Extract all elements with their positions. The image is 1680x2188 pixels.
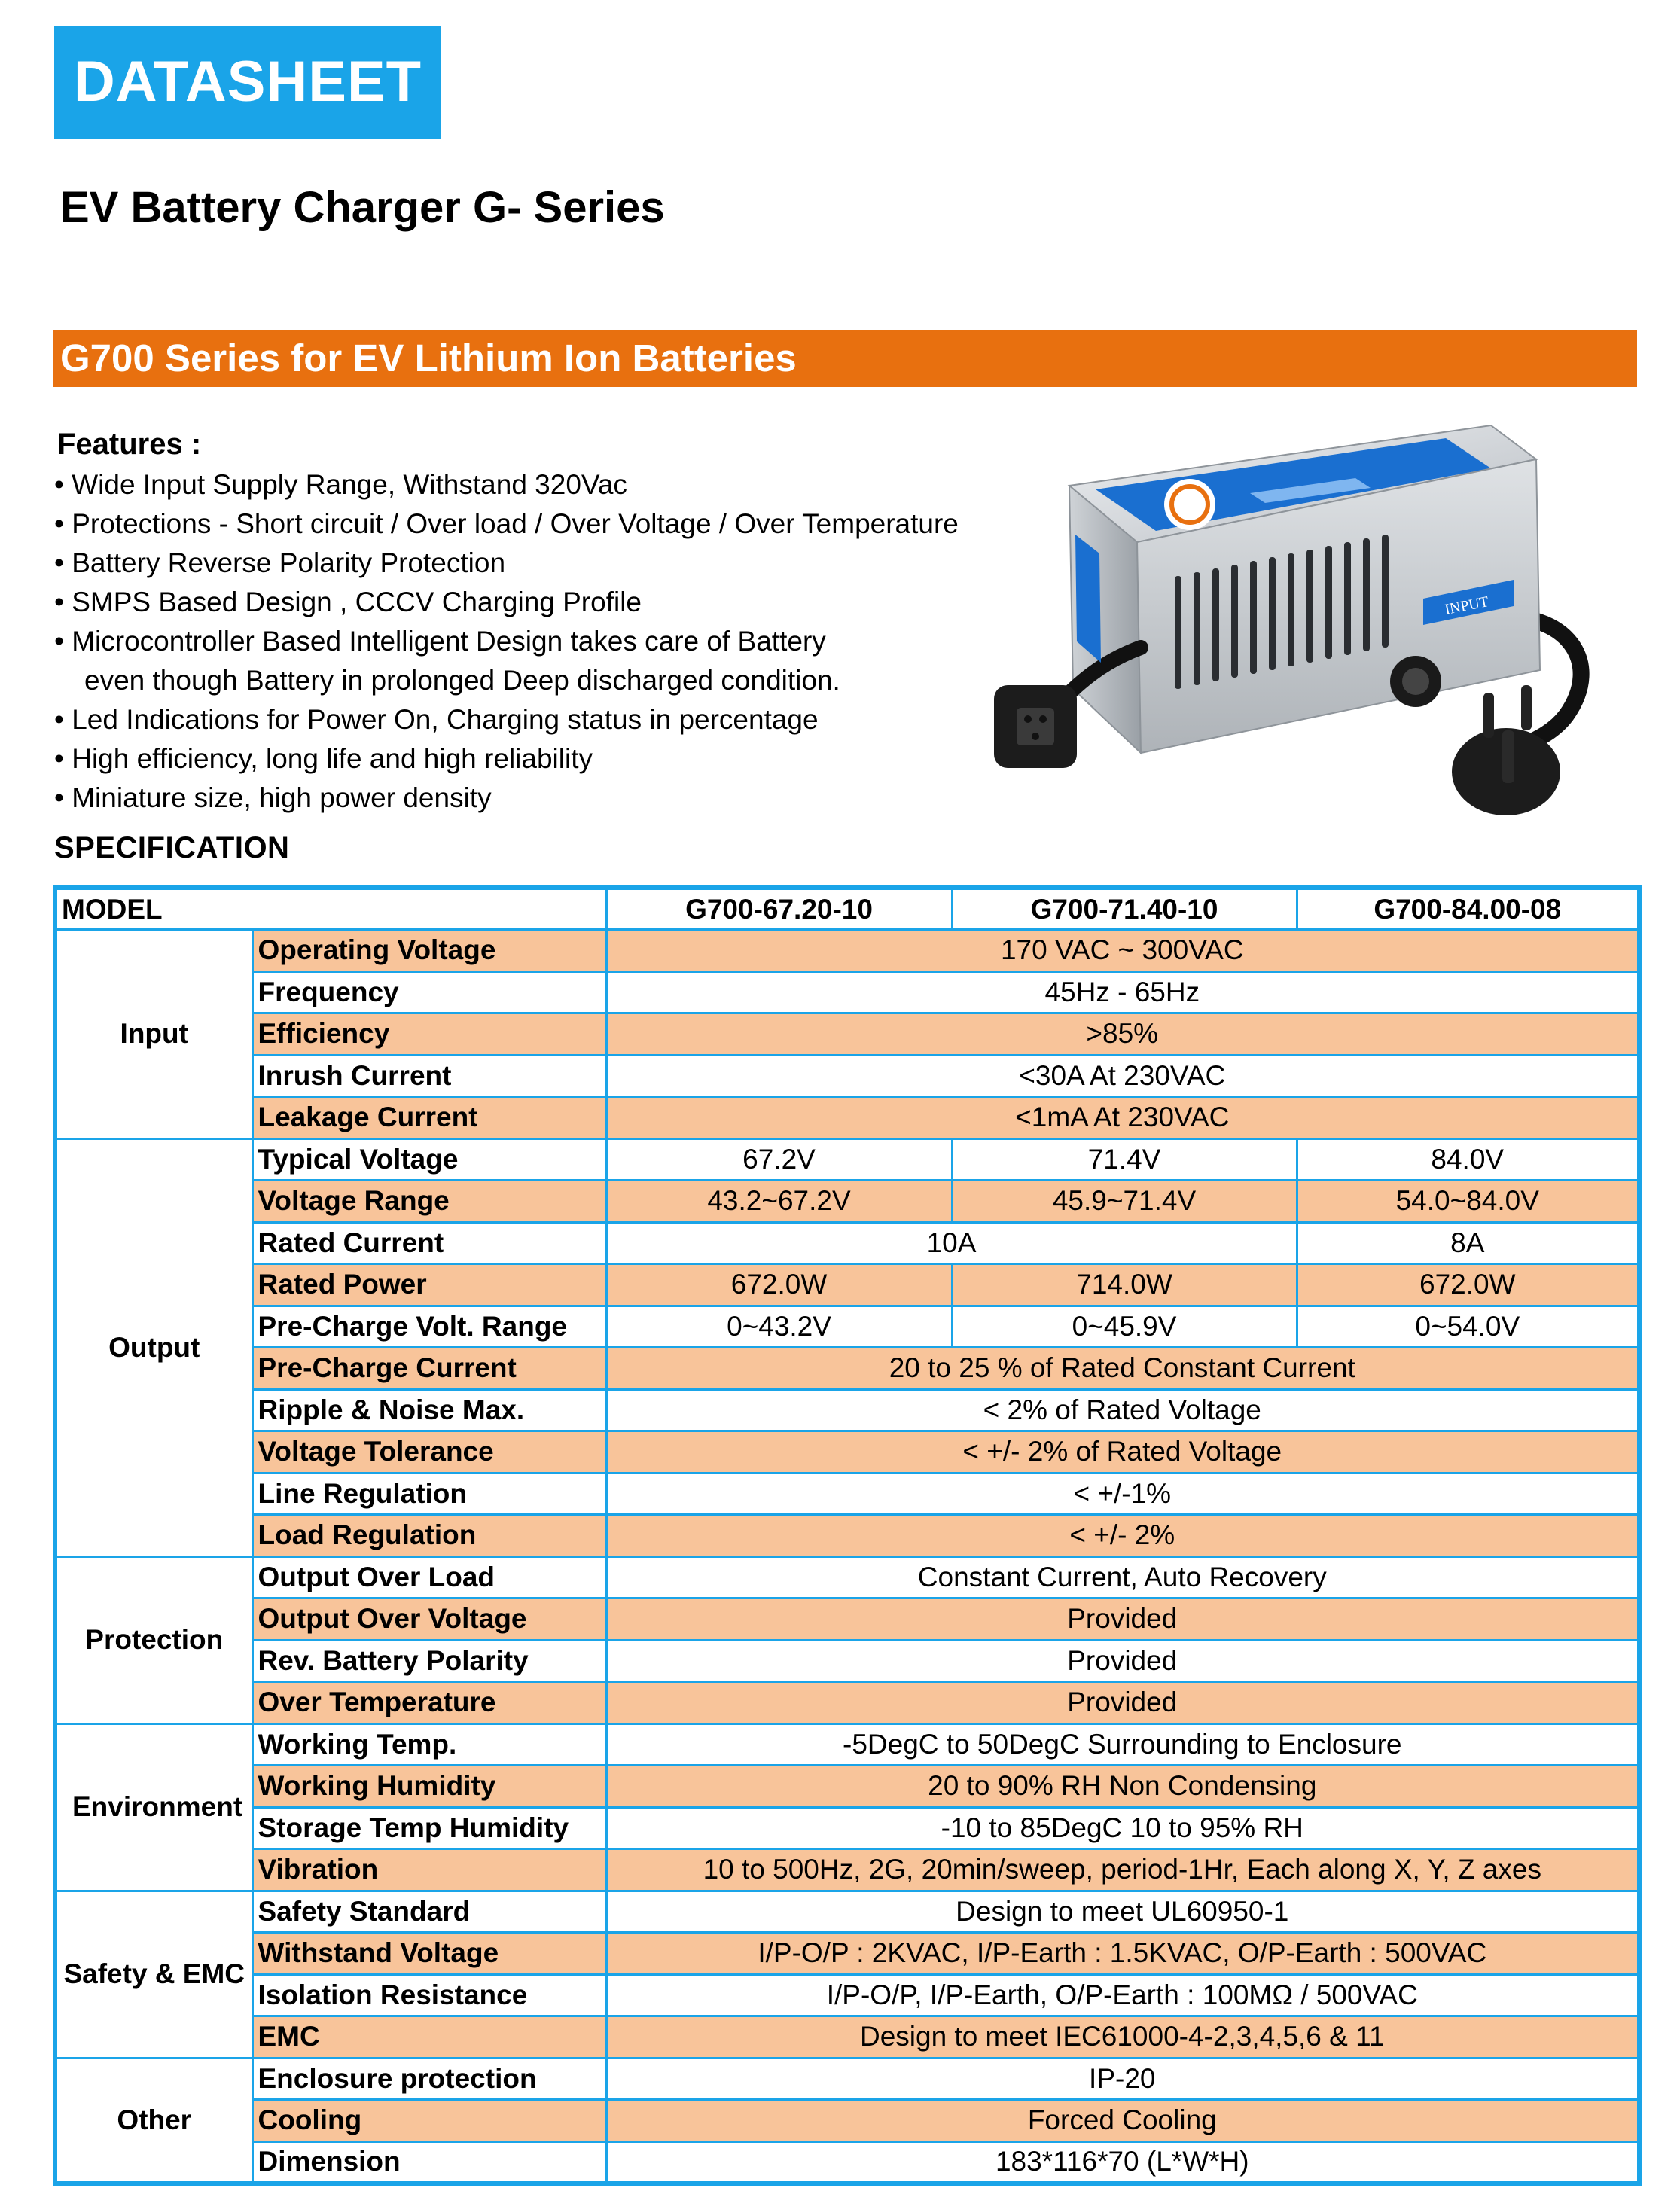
param-label: Dimension: [252, 2141, 606, 2183]
feature-item: • SMPS Based Design , CCCV Charging Profile: [54, 587, 642, 617]
param-label: Load Regulation: [252, 1515, 606, 1557]
param-label: Working Temp.: [252, 1723, 606, 1766]
table-row: [55, 1138, 1639, 1181]
specification-heading: SPECIFICATION: [54, 831, 290, 864]
param-label: Efficiency: [252, 1013, 606, 1056]
group-input: Input: [55, 930, 252, 1139]
param-label: Vibration: [252, 1849, 606, 1891]
param-value: <30A At 230VAC: [606, 1055, 1639, 1097]
model-name: G700-84.00-08: [1297, 888, 1639, 930]
feature-item-continuation: even though Battery in prolonged Deep discharged condition.: [84, 665, 840, 696]
param-value: -10 to 85DegC 10 to 95% RH: [606, 1807, 1639, 1849]
param-label: Enclosure protection: [252, 2058, 606, 2100]
param-label: Withstand Voltage: [252, 1933, 606, 1975]
param-value: Constant Current, Auto Recovery: [606, 1556, 1639, 1598]
param-label: Safety Standard: [252, 1891, 606, 1933]
param-value: Provided: [606, 1598, 1639, 1641]
param-value: 0~43.2V: [606, 1306, 952, 1348]
table-row: [55, 1222, 1639, 1264]
param-label: EMC: [252, 2016, 606, 2058]
param-value: 20 to 90% RH Non Condensing: [606, 1766, 1639, 1808]
group-safety-emc: Safety & EMC: [55, 1891, 252, 2058]
param-value: Design to meet UL60950-1: [606, 1891, 1639, 1933]
param-label: Operating Voltage: [252, 930, 606, 972]
param-label: Storage Temp Humidity: [252, 1807, 606, 1849]
table-row: [55, 1933, 1639, 1975]
param-value: I/P-O/P, I/P-Earth, O/P-Earth : 100MΩ / 500VAC: [606, 1974, 1639, 2016]
param-label: Output Over Load: [252, 1556, 606, 1598]
table-row: [55, 1181, 1639, 1223]
model-name: G700-71.40-10: [952, 888, 1297, 930]
param-value: 672.0W: [1297, 1264, 1639, 1306]
feature-item: • Battery Reverse Polarity Protection: [54, 547, 506, 578]
table-row: [55, 1556, 1639, 1598]
param-label: Voltage Tolerance: [252, 1431, 606, 1473]
param-value: 672.0W: [606, 1264, 952, 1306]
table-row: [55, 1348, 1639, 1390]
param-value: Design to meet IEC61000-4-2,3,4,5,6 & 11: [606, 2016, 1639, 2058]
param-value: 45Hz - 65Hz: [606, 971, 1639, 1013]
param-label: Rev. Battery Polarity: [252, 1640, 606, 1682]
param-label: Working Humidity: [252, 1766, 606, 1808]
table-row: [55, 1766, 1639, 1808]
table-row: [55, 2100, 1639, 2142]
table-row: [55, 1306, 1639, 1348]
table-row: [55, 1974, 1639, 2016]
table-row: [55, 1807, 1639, 1849]
param-value: >85%: [606, 1013, 1639, 1056]
table-row: [55, 1055, 1639, 1097]
table-row: [55, 1264, 1639, 1306]
table-header-row: [55, 888, 1639, 930]
param-label: Typical Voltage: [252, 1138, 606, 1181]
param-label: Line Regulation: [252, 1473, 606, 1515]
param-label: Rated Current: [252, 1222, 606, 1264]
param-value: 84.0V: [1297, 1138, 1639, 1181]
series-banner: G700 Series for EV Lithium Ion Batteries: [53, 330, 1637, 387]
table-row: [55, 1389, 1639, 1431]
param-value: 10A: [606, 1222, 1297, 1264]
param-label: Leakage Current: [252, 1097, 606, 1139]
param-value: Provided: [606, 1682, 1639, 1724]
param-value: 183*116*70 (L*W*H): [606, 2141, 1639, 2183]
table-row: [55, 1682, 1639, 1724]
param-value: 10 to 500Hz, 2G, 20min/sweep, period-1Hr, Each along X, Y, Z axes: [606, 1849, 1639, 1891]
table-row: [55, 1723, 1639, 1766]
table-row: [55, 1640, 1639, 1682]
param-label: Pre-Charge Current: [252, 1348, 606, 1390]
datasheet-badge: DATASHEET: [54, 26, 441, 139]
features-heading: Features :: [57, 428, 202, 461]
param-value: < +/- 2%: [606, 1515, 1639, 1557]
group-environment: Environment: [55, 1723, 252, 1891]
feature-item: • Wide Input Supply Range, Withstand 320Vac: [54, 469, 627, 500]
param-label: Rated Power: [252, 1264, 606, 1306]
table-row: [55, 2058, 1639, 2100]
param-value: Provided: [606, 1640, 1639, 1682]
feature-item: • Microcontroller Based Intelligent Design takes care of Battery: [54, 626, 826, 657]
group-output: Output: [55, 1138, 252, 1556]
charger-product-image: [964, 422, 1611, 828]
param-value: 71.4V: [952, 1138, 1297, 1181]
param-value: 20 to 25 % of Rated Constant Current: [606, 1348, 1639, 1390]
feature-item: • High efficiency, long life and high reliability: [54, 743, 593, 774]
param-label: Cooling: [252, 2100, 606, 2142]
table-row: [55, 1431, 1639, 1473]
param-value: 0~54.0V: [1297, 1306, 1639, 1348]
param-value: IP-20: [606, 2058, 1639, 2100]
table-row: [55, 2016, 1639, 2058]
power-plug-icon: [1452, 685, 1560, 815]
param-label: Isolation Resistance: [252, 1974, 606, 2016]
param-value: < +/- 2% of Rated Voltage: [606, 1431, 1639, 1473]
param-value: -5DegC to 50DegC Surrounding to Enclosure: [606, 1723, 1639, 1766]
feature-item: • Led Indications for Power On, Charging status in percentage: [54, 704, 819, 735]
param-label: Inrush Current: [252, 1055, 606, 1097]
param-value: 54.0~84.0V: [1297, 1181, 1639, 1223]
param-value: < 2% of Rated Voltage: [606, 1389, 1639, 1431]
table-row: [55, 1891, 1639, 1933]
table-row: [55, 1097, 1639, 1139]
feature-item: • Protections - Short circuit / Over load / Over Voltage / Over Temperature: [54, 508, 959, 539]
table-row: [55, 930, 1639, 972]
param-label: Output Over Voltage: [252, 1598, 606, 1641]
param-value: 43.2~67.2V: [606, 1181, 952, 1223]
param-value: <1mA At 230VAC: [606, 1097, 1639, 1139]
input-label: INPUT: [1443, 593, 1490, 618]
iec-connector-icon: [994, 685, 1077, 768]
table-row: [55, 1849, 1639, 1891]
table-row: [55, 1515, 1639, 1557]
param-value: 67.2V: [606, 1138, 952, 1181]
param-value: < +/-1%: [606, 1473, 1639, 1515]
param-value: 45.9~71.4V: [952, 1181, 1297, 1223]
table-row: [55, 971, 1639, 1013]
page-title: EV Battery Charger G- Series: [60, 183, 665, 232]
param-label: Pre-Charge Volt. Range: [252, 1306, 606, 1348]
table-row: [55, 1473, 1639, 1515]
table-row: [55, 1598, 1639, 1641]
group-other: Other: [55, 2058, 252, 2183]
param-label: Ripple & Noise Max.: [252, 1389, 606, 1431]
model-name: G700-67.20-10: [606, 888, 952, 930]
param-value: 714.0W: [952, 1264, 1297, 1306]
table-row: [55, 1013, 1639, 1056]
param-label: Frequency: [252, 971, 606, 1013]
param-label: Over Temperature: [252, 1682, 606, 1724]
param-value: 8A: [1297, 1222, 1639, 1264]
table-row: [55, 2141, 1639, 2183]
param-value: I/P-O/P : 2KVAC, I/P-Earth : 1.5KVAC, O/P-Earth : 500VAC: [606, 1933, 1639, 1975]
specification-table: [53, 885, 1642, 2186]
model-header: MODEL: [55, 888, 606, 930]
param-value: 0~45.9V: [952, 1306, 1297, 1348]
group-protection: Protection: [55, 1556, 252, 1723]
param-value: 170 VAC ~ 300VAC: [606, 930, 1639, 972]
feature-item: • Miniature size, high power density: [54, 782, 492, 813]
param-value: Forced Cooling: [606, 2100, 1639, 2142]
features-list: [54, 465, 959, 818]
param-label: Voltage Range: [252, 1181, 606, 1223]
